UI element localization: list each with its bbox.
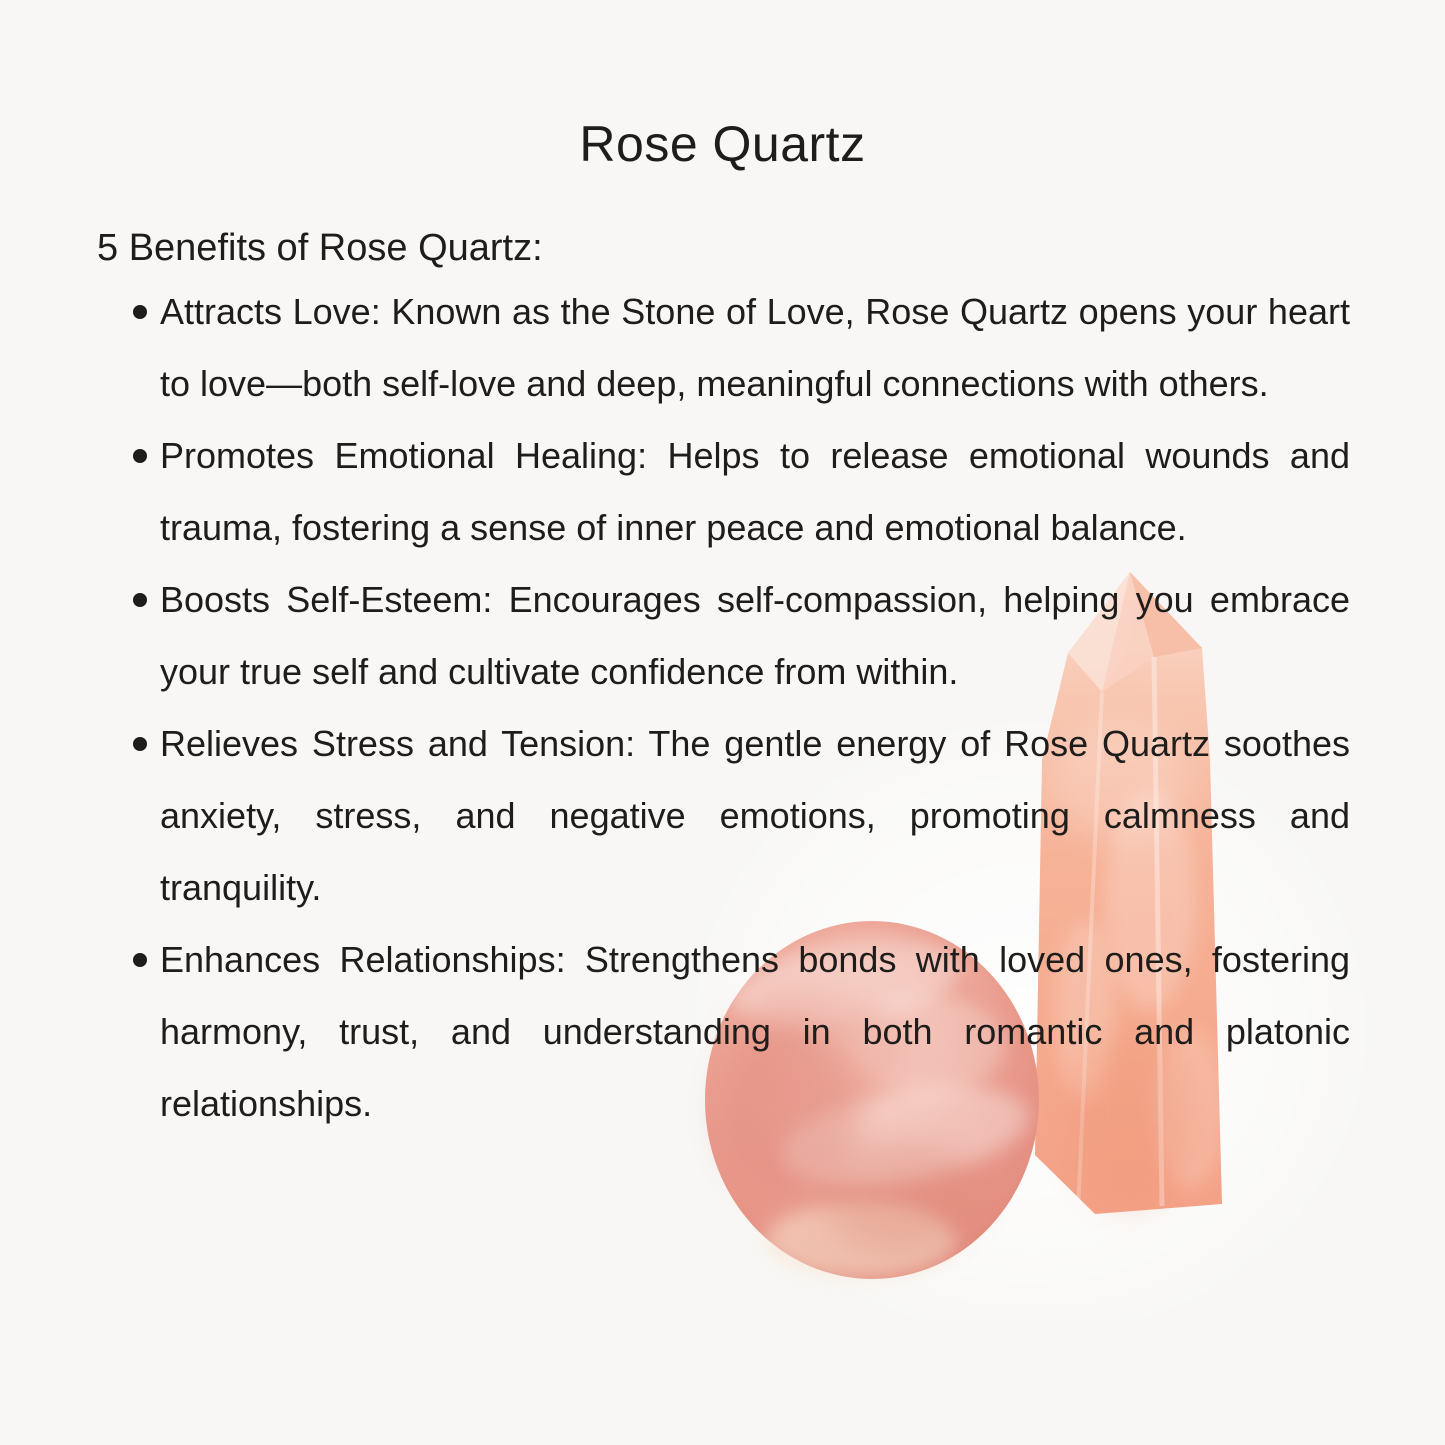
benefits-list [160,276,1350,1140]
page-title: Rose Quartz [579,116,866,172]
benefit-item-self-esteem: Boosts Self-Esteem: Encourages self-compassion, helping you embrace your true self and cultivate confidence from within. [160,564,1350,708]
benefit-item-emotional-healing: Promotes Emotional Healing: Helps to release emotional wounds and trauma, fostering a sense of inner peace and emotional balance. [160,420,1350,564]
benefit-item-attracts-love: Attracts Love: Known as the Stone of Love, Rose Quartz opens your heart to love—both self-love and deep, meaningful connections with others. [160,276,1350,420]
benefit-item-relationships: Enhances Relationships: Strengthens bonds with loved ones, fostering harmony, trust, and understanding in both romantic and platonic relationships. [160,924,1350,1140]
benefit-item-stress-relief: Relieves Stress and Tension: The gentle energy of Rose Quartz soothes anxiety, stress, and negative emotions, promoting calmness and tranquility. [160,708,1350,924]
section-heading: 5 Benefits of Rose Quartz: [97,227,543,269]
